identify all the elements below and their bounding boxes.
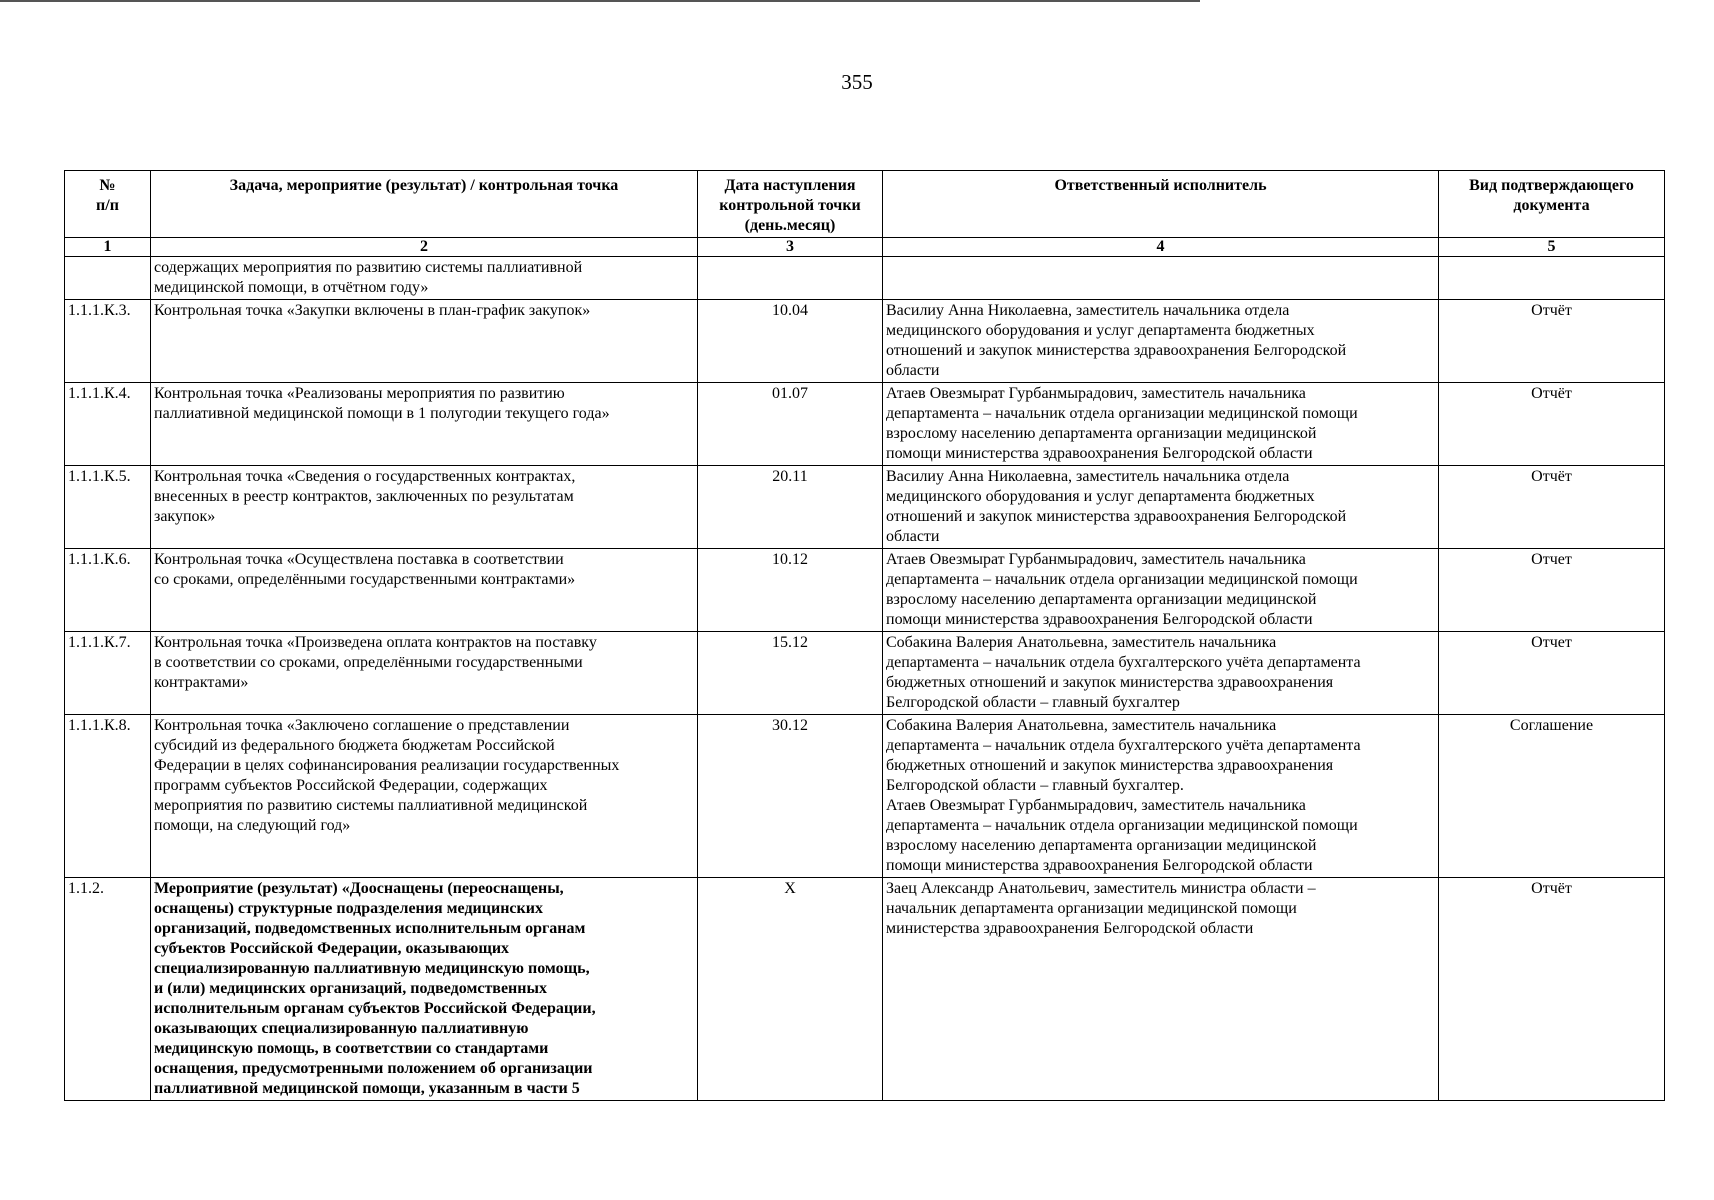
table-row — [65, 383, 1665, 466]
row-date: X — [698, 878, 883, 1101]
column-number: 4 — [883, 238, 1439, 257]
row-responsible: Василиу Анна Николаевна, заместитель начальника отдела медицинского оборудования и услуг департамента бюджетных отношений и закупок министерства здравоохранения Белгородской области — [883, 300, 1439, 383]
column-number: 2 — [151, 238, 698, 257]
header-task: Задача, мероприятие (результат) / контрольная точка — [151, 171, 698, 238]
row-responsible: Атаев Овезмырат Гурбанмырадович, заместитель начальника департамента – начальник отдела организации медицинской помощи взрослому населению департамента организации медицинской помощи министерства здравоохранения Белгородской области — [883, 383, 1439, 466]
column-numbers-row — [65, 238, 1665, 257]
row-date: 01.07 — [698, 383, 883, 466]
row-responsible: Атаев Овезмырат Гурбанмырадович, заместитель начальника департамента – начальник отдела организации медицинской помощи взрослому населению департамента организации медицинской помощи министерства здравоохранения Белгородской области — [883, 549, 1439, 632]
row-responsible — [883, 257, 1439, 300]
row-date: 30.12 — [698, 715, 883, 878]
row-task: Контрольная точка «Осуществлена поставка в соответствии со сроками, определёнными государственными контрактами» — [151, 549, 698, 632]
row-number: 1.1.1.К.8. — [65, 715, 151, 878]
header-document-type: Вид подтверждающего документа — [1439, 171, 1665, 238]
row-date — [698, 257, 883, 300]
row-task: Контрольная точка «Закупки включены в план-график закупок» — [151, 300, 698, 383]
table-row — [65, 300, 1665, 383]
row-number: 1.1.1.К.6. — [65, 549, 151, 632]
row-document-type: Отчёт — [1439, 300, 1665, 383]
row-responsible: Заец Александр Анатольевич, заместитель министра области – начальник департамента организации медицинской помощи министерства здравоохранения Белгородской области — [883, 878, 1439, 1101]
table-row — [65, 549, 1665, 632]
row-task: Мероприятие (результат) «Дооснащены (переоснащены, оснащены) структурные подразделения медицинских организаций, подведомственных исполнительным органам субъектов Российской Федерации, оказывающих специализированную паллиативную медицинскую помощь, и (или) медицинских организаций, подведомственных исполнительным органам субъектов Российской Федерации, оказывающих специализированную паллиативную медицинскую помощь, в соответствии со стандартами оснащения, предусмотренными положением об организации паллиативной медицинской помощи, указанным в части 5 — [151, 878, 698, 1101]
header-date: Дата наступления контрольной точки (день.месяц) — [698, 171, 883, 238]
row-responsible: Собакина Валерия Анатольевна, заместитель начальника департамента – начальник отдела бухгалтерского учёта департамента бюджетных отношений и закупок министерства здравоохранения Белгородской области – главный бухгалтер. Атаев Овезмырат Гурбанмырадович, заместитель начальника департамента – начальник отдела организации медицинской помощи взрослому населению департамента организации медицинской помощи министерства здравоохранения Белгородской области — [883, 715, 1439, 878]
row-task: Контрольная точка «Заключено соглашение о представлении субсидий из федерального бюджета бюджетам Российской Федерации в целях софинансирования реализации государственных программ субъектов Российской Федерации, содержащих мероприятия по развитию системы паллиативной медицинской помощи, на следующий год» — [151, 715, 698, 878]
page-number: 355 — [841, 70, 873, 94]
header-number: № п/п — [65, 171, 151, 238]
row-document-type — [1439, 257, 1665, 300]
column-number: 5 — [1439, 238, 1665, 257]
table-row — [65, 878, 1665, 1101]
scan-edge-line — [0, 0, 1200, 2]
row-number: 1.1.2. — [65, 878, 151, 1101]
row-document-type: Отчёт — [1439, 878, 1665, 1101]
table-row — [65, 715, 1665, 878]
table-header-row — [65, 171, 1665, 238]
row-document-type: Отчет — [1439, 549, 1665, 632]
row-task: Контрольная точка «Произведена оплата контрактов на поставку в соответствии со сроками, определёнными государственными контрактами» — [151, 632, 698, 715]
row-date: 20.11 — [698, 466, 883, 549]
row-number: 1.1.1.К.7. — [65, 632, 151, 715]
row-responsible: Василиу Анна Николаевна, заместитель начальника отдела медицинского оборудования и услуг департамента бюджетных отношений и закупок министерства здравоохранения Белгородской области — [883, 466, 1439, 549]
row-number: 1.1.1.К.5. — [65, 466, 151, 549]
row-task: содержащих мероприятия по развитию системы паллиативной медицинской помощи, в отчётном году» — [151, 257, 698, 300]
row-document-type: Отчёт — [1439, 466, 1665, 549]
control-points-table — [64, 170, 1665, 1101]
row-date: 10.12 — [698, 549, 883, 632]
row-number: 1.1.1.К.4. — [65, 383, 151, 466]
table-row — [65, 466, 1665, 549]
row-responsible: Собакина Валерия Анатольевна, заместитель начальника департамента – начальник отдела бухгалтерского учёта департамента бюджетных отношений и закупок министерства здравоохранения Белгородской области – главный бухгалтер — [883, 632, 1439, 715]
header-responsible: Ответственный исполнитель — [883, 171, 1439, 238]
row-number — [65, 257, 151, 300]
table-row — [65, 632, 1665, 715]
column-number: 3 — [698, 238, 883, 257]
row-document-type: Соглашение — [1439, 715, 1665, 878]
row-document-type: Отчёт — [1439, 383, 1665, 466]
row-date: 10.04 — [698, 300, 883, 383]
row-task: Контрольная точка «Реализованы мероприятия по развитию паллиативной медицинской помощи в 1 полугодии текущего года» — [151, 383, 698, 466]
column-number: 1 — [65, 238, 151, 257]
row-document-type: Отчет — [1439, 632, 1665, 715]
row-task: Контрольная точка «Сведения о государственных контрактах, внесенных в реестр контрактов, заключенных по результатам закупок» — [151, 466, 698, 549]
row-number: 1.1.1.К.3. — [65, 300, 151, 383]
table-row — [65, 257, 1665, 300]
row-date: 15.12 — [698, 632, 883, 715]
